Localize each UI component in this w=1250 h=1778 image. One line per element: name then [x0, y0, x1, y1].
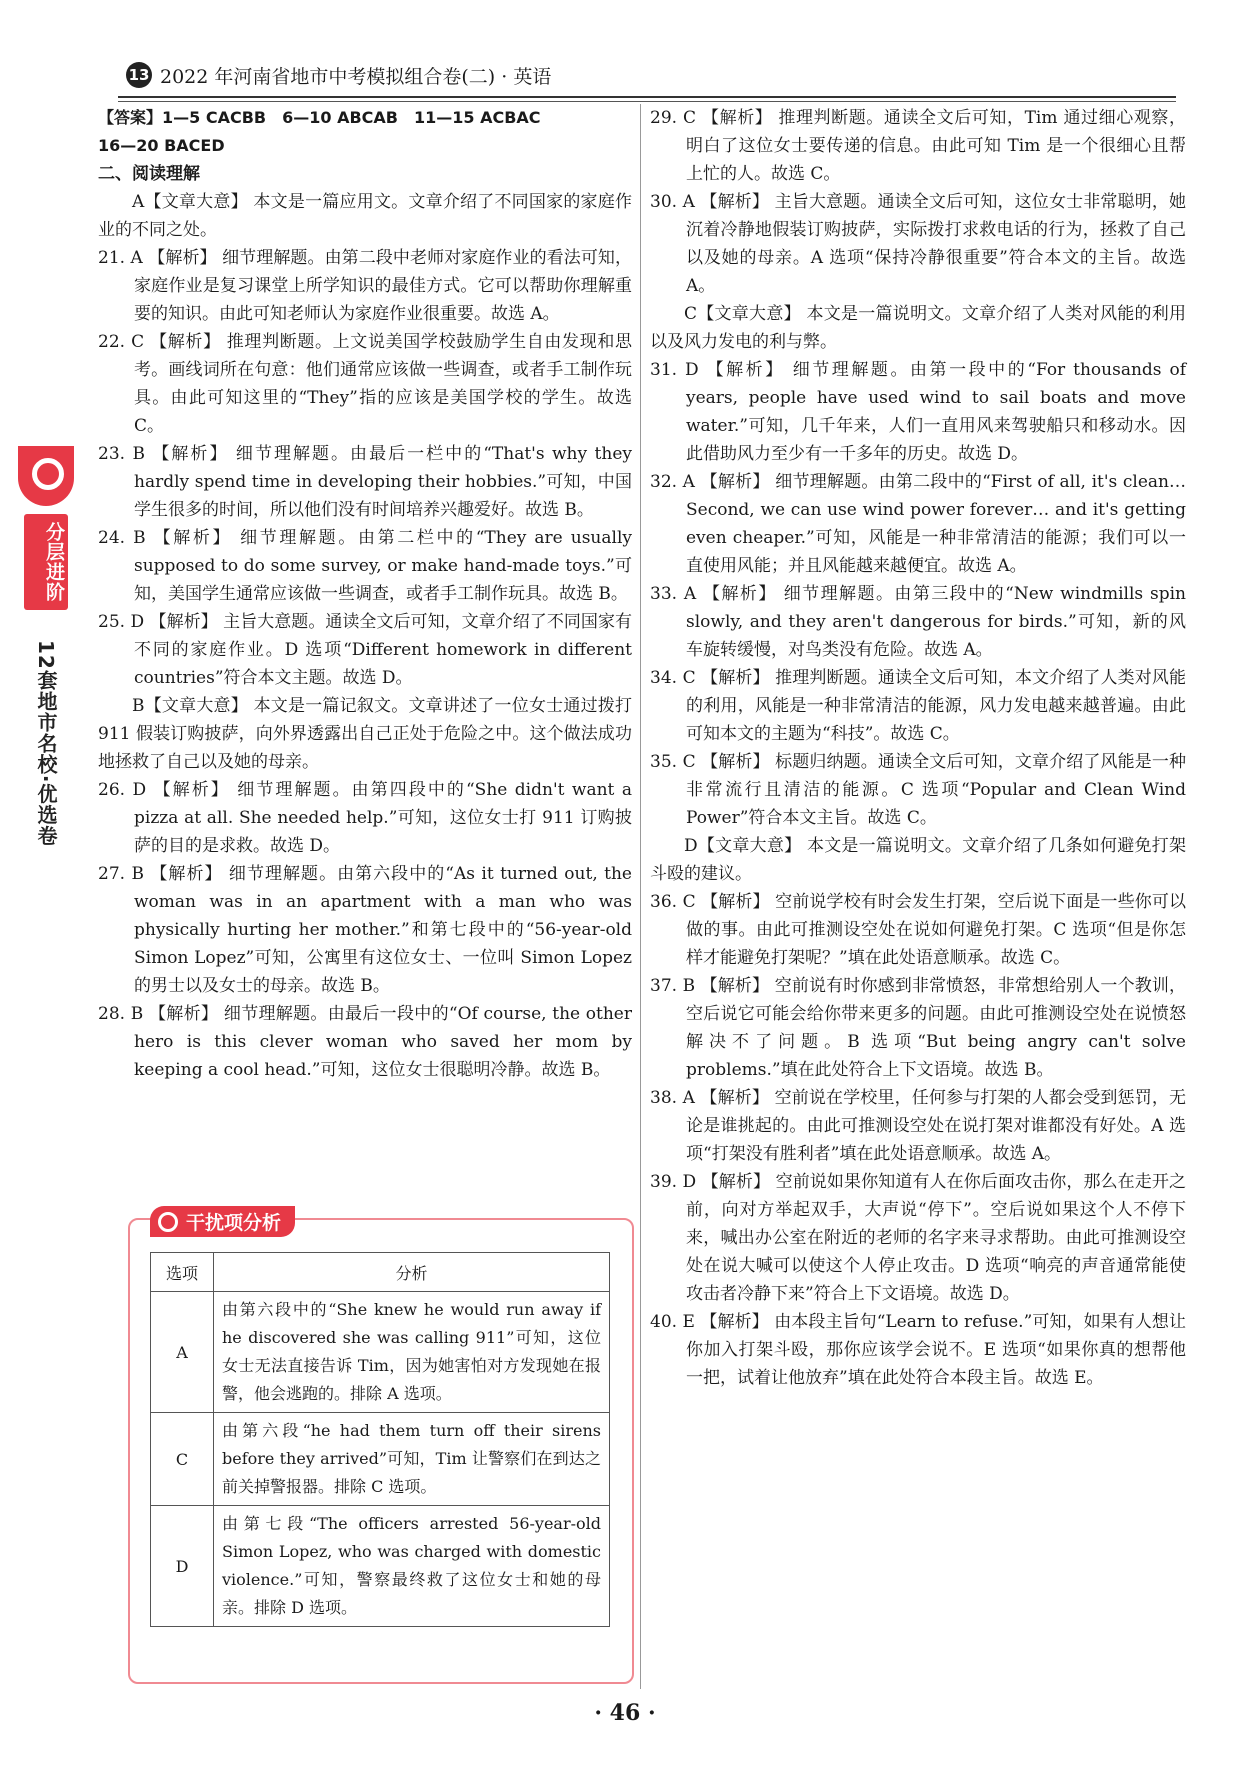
explanation-26: 26. D 【解析】 细节理解题。由第四段中的“She didn't want a pizza at all. She needed help.”可知，这位女士打 911 订购披萨的目的是求救。故选 D。 — [98, 780, 632, 856]
passage-summary-b: B【文章大意】 本文是一篇记叙文。文章讲述了一位女士通过拨打 911 假装订购披萨，向外界透露出自己正处于危险之中。这个做法成功地拯救了自己以及她的母亲。 — [98, 696, 632, 772]
explanation-32: 32. A 【解析】 细节理解题。由第二段中的“First of all, it's clean… Second, we can use wind power forever… and it's getting even cheaper.”可知，风能是一种非常清洁的能源；我们可以一直使用风能；并且风能越来越便宜。故选 A。 — [650, 472, 1186, 576]
page-header — [118, 60, 1176, 98]
passage-summary-d: D【文章大意】 本文是一篇说明文。文章介绍了几条如何避免打架斗殴的建议。 — [650, 836, 1186, 884]
explanation-34: 34. C 【解析】 推理判断题。通读全文后可知，本文介绍了人类对风能的利用，风能是一种非常清洁的能源，风力发电越来越普遍。由此可知本文的主题为“科技”。故选 C。 — [650, 668, 1186, 744]
page-number: · 46 · — [594, 1700, 656, 1726]
left-column — [98, 104, 632, 1084]
target-icon — [158, 1212, 178, 1232]
table-row: C 由第六段“he had them turn off their sirens before they arrived”可知，Tim 让警察们在到达之前关掉警报器。排除 C 选项。 — [151, 1413, 610, 1506]
table-row: D 由第七段“The officers arrested 56-year-old Simon Lopez, who was charged with domestic violence.”可知，警察最终救了这位女士和她的母亲。排除 D 选项。 — [151, 1506, 610, 1627]
explanation-21: 21. A 【解析】 细节理解题。由第二段中老师对家庭作业的看法可知，家庭作业是复习课堂上所学知识的最佳方式。它可以帮助你理解重要的知识。由此可知老师认为家庭作业很重要。故选 A。 — [98, 248, 632, 324]
passage-summary-a: A【文章大意】 本文是一篇应用文。文章介绍了不同国家的家庭作业的不同之处。 — [98, 192, 632, 240]
target-icon — [18, 446, 74, 506]
explanation-28: 28. B 【解析】 细节理解题。由最后一段中的“Of course, the other hero is this clever woman who saved her mom by keeping a cool head.”可知，这位女士很聪明冷静。故选 B。 — [98, 1004, 632, 1080]
explanation-38: 38. A 【解析】 空前说在学校里，任何参与打架的人都会受到惩罚，无论是谁挑起的。由此可推测设空处在说打架对谁都没有好处。A 选项“打架没有胜利者”填在此处语意顺承。故选 A。 — [650, 1088, 1186, 1164]
explanation-25: 25. D 【解析】 主旨大意题。通读全文后可知，文章介绍了不同国家有不同的家庭作业。D 选项“Different homework in different countries”符合本文主题。故选 D。 — [98, 612, 632, 688]
explanation-31: 31. D 【解析】 细节理解题。由第一段中的“For thousands of years, people have used wind to sail boats and move water.”可知，几千年来，人们一直用风来驾驶船只和移动水。因此借助风力至少有一千多年的历史。故选 D。 — [650, 360, 1186, 464]
explanation-35: 35. C 【解析】 标题归纳题。通读全文后可知，文章介绍了风能是一种非常流行且清洁的能源。C 选项“Popular and Clean Wind Power”符合本文主旨。故选 C。 — [650, 752, 1186, 828]
distractor-table — [150, 1252, 610, 1627]
side-tab — [18, 446, 74, 896]
explanation-30: 30. A 【解析】 主旨大意题。通读全文后可知，这位女士非常聪明，她沉着冷静地假装订购披萨，实际拨打求救电话的行为，拯救了自己以及她的母亲。A 选项“保持冷静很重要”符合本文的主旨。故选 A。 — [650, 192, 1186, 296]
distractor-heading: 干扰项分析 — [150, 1206, 295, 1237]
explanation-27: 27. B 【解析】 细节理解题。由第六段中的“As it turned out, the woman was in an apartment with a man who was physically hurting her mother.”和第七段中的“56-year-old Simon Lopez”可知，公寓里有这位女士、一位叫 Simon Lopez 的男士以及女士的母亲。故选 B。 — [98, 864, 632, 996]
explanation-33: 33. A 【解析】 细节理解题。由第三段中的“New windmills spin slowly, and they aren't dangerous for birds.”可知，新的风车旋转缓慢，对鸟类没有危险。故选 A。 — [650, 584, 1186, 660]
explanation-40: 40. E 【解析】 由本段主旨句“Learn to refuse.”可知，如果有人想让你加入打架斗殴，那你应该学会说不。E 选项“如果你真的想帮他一把，试着让他放弃”填在此处符合本段主旨。故选 E。 — [650, 1312, 1186, 1388]
column-divider — [640, 104, 641, 1689]
explanation-29: 29. C 【解析】 推理判断题。通读全文后可知，Tim 通过细心观察，明白了这位女士要传递的信息。由此可知 Tim 是一个很细心且帮上忙的人。故选 C。 — [650, 108, 1186, 184]
explanation-36: 36. C 【解析】 空前说学校有时会发生打架，空后说下面是一些你可以做的事。由此可推测设空处在说如何避免打架。C 选项“但是你怎样才能避免打架呢？”填在此处语意顺承。故选 C。 — [650, 892, 1186, 968]
answer-key-line: 16—20 BACED — [98, 136, 225, 155]
explanation-39: 39. D 【解析】 空前说如果你知道有人在你后面攻击你，那么在走开之前，向对方举起双手，大声说“停下”。空后说如果这个人不停下来，喊出办公室在附近的老师的名字来寻求帮助。由此可推测设空处在说大喊可以使这个人停止攻击。D 选项“响亮的声音通常能使攻击者冷静下来”符合上下文语境。故选 D。 — [650, 1172, 1186, 1304]
explanation-24: 24. B 【解析】 细节理解题。由第二栏中的“They are usually supposed to do some survey, or make hand-made toys.”可知，美国学生通常应该做一些调查，或者手工制作玩具。故选 B。 — [98, 528, 632, 604]
table-header-analysis: 分析 — [214, 1253, 610, 1292]
page-badge: 13 — [126, 62, 152, 88]
table-row: A 由第六段中的“She knew he would run away if he discovered she was calling 911”可知，这位女士无法直接告诉 Tim，因为她害怕对方发现她在报警，他会逃跑的。排除 A 选项。 — [151, 1292, 610, 1413]
right-column — [650, 104, 1186, 1392]
side-label-level: 分层进阶 — [24, 514, 68, 610]
section-heading: 二、阅读理解 — [98, 164, 200, 184]
answer-key-line: 【答案】1—5 CACBB 6—10 ABCAB 11—15 ACBAC — [98, 108, 541, 127]
explanation-37: 37. B 【解析】 空前说有时你感到非常愤怒，非常想给别人一个教训，空后说它可能会给你带来更多的问题。由此可推测设空处在说愤怒解决不了问题。B 选项“But being angry can't solve problems.”填在此处符合上下文语境。故选 B。 — [650, 976, 1186, 1080]
page-title: 2022 年河南省地市中考模拟组合卷(二) · 英语 — [160, 66, 552, 88]
table-header-option: 选项 — [151, 1253, 214, 1292]
distractor-analysis-box — [128, 1212, 634, 1684]
side-label-series: 12套地市名校·优选卷 — [34, 640, 58, 847]
passage-summary-c: C【文章大意】 本文是一篇说明文。文章介绍了人类对风能的利用以及风力发电的利与弊。 — [650, 304, 1186, 352]
explanation-22: 22. C 【解析】 推理判断题。上文说美国学校鼓励学生自由发现和思考。画线词所在句意：他们通常应该做一些调查，或者手工制作玩具。由此可知这里的“They”指的应该是美国学校的学生。故选 C。 — [98, 332, 632, 436]
explanation-23: 23. B 【解析】 细节理解题。由最后一栏中的“That's why they hardly spend time in developing their hobbies.”可知，中国学生很多的时间，所以他们没有时间培养兴趣爱好。故选 B。 — [98, 444, 632, 520]
